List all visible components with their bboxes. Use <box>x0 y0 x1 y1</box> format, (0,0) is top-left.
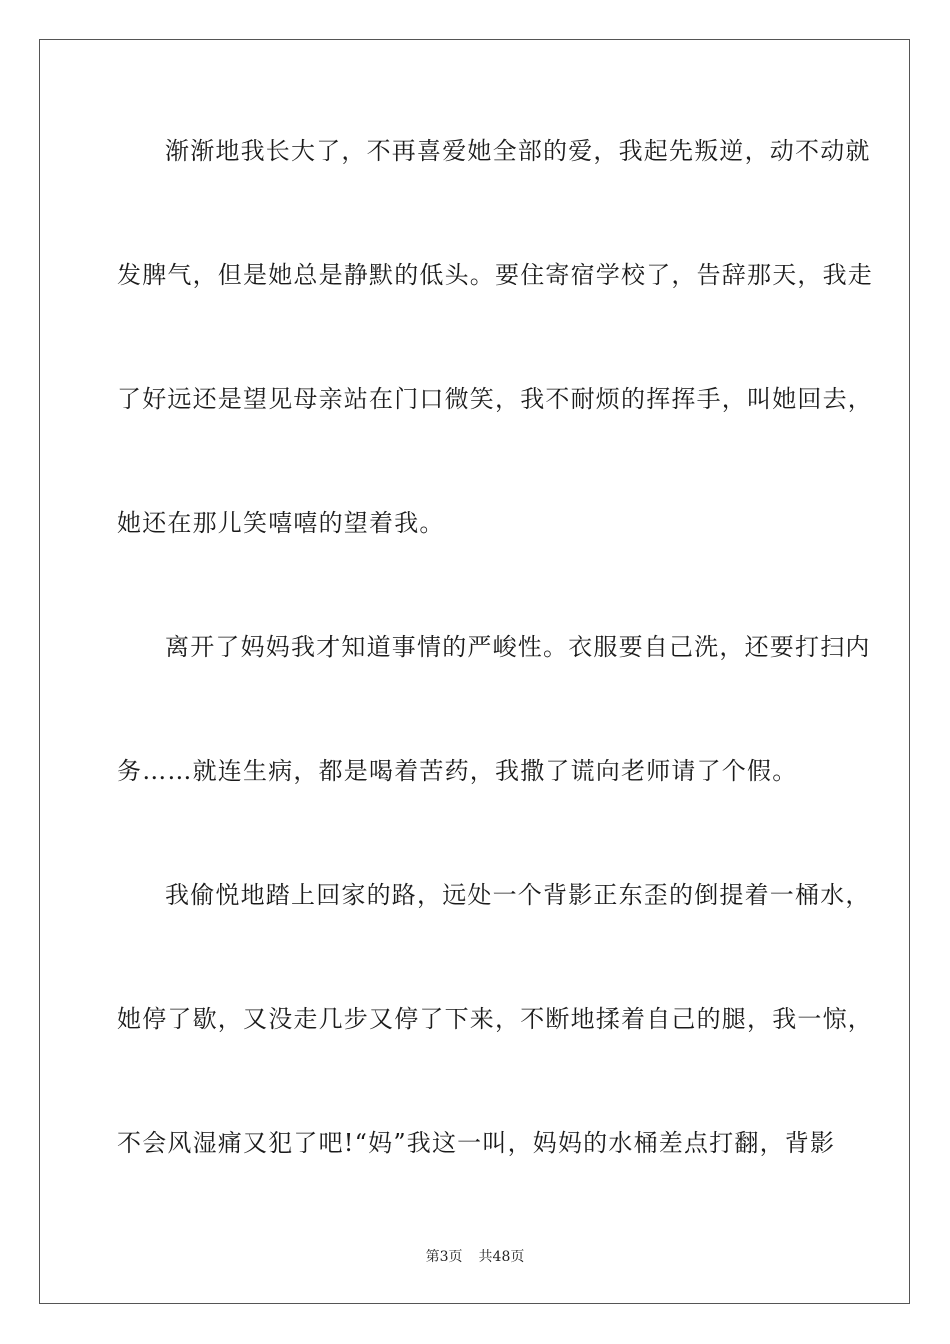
paragraph-line: 务……就连生病，都是喝着苦药，我撒了谎向老师请了个假。 <box>117 757 798 785</box>
paragraph-line: 我偷悦地踏上回家的路，远处一个背影正东歪的倒提着一桶水， <box>165 881 871 909</box>
paragraph-line: 不会风湿痛又犯了吧!“妈”我这一叫，妈妈的水桶差点打翻，背影 <box>117 1129 836 1157</box>
page-border <box>39 39 910 1304</box>
paragraph-line: 发脾气，但是她总是静默的低头。要住寄宿学校了，告辞那天，我走 <box>117 261 873 289</box>
paragraph-line: 渐渐地我长大了，不再喜爱她全部的爱，我起先叛逆，动不动就 <box>165 137 871 165</box>
paragraph-line: 离开了妈妈我才知道事情的严峻性。衣服要自己洗，还要打扫内 <box>165 633 871 661</box>
paragraph-line: 她还在那儿笑嘻嘻的望着我。 <box>117 509 445 537</box>
page-number: 第3页 <box>425 1249 463 1265</box>
page-footer <box>0 1248 950 1266</box>
paragraph-line: 她停了歇，又没走几步又停了下来，不断地揉着自己的腿，我一惊， <box>117 1005 873 1033</box>
paragraph-line: 了好远还是望见母亲站在门口微笑，我不耐烦的挥挥手，叫她回去， <box>117 385 873 413</box>
page-total: 共48页 <box>478 1249 525 1265</box>
